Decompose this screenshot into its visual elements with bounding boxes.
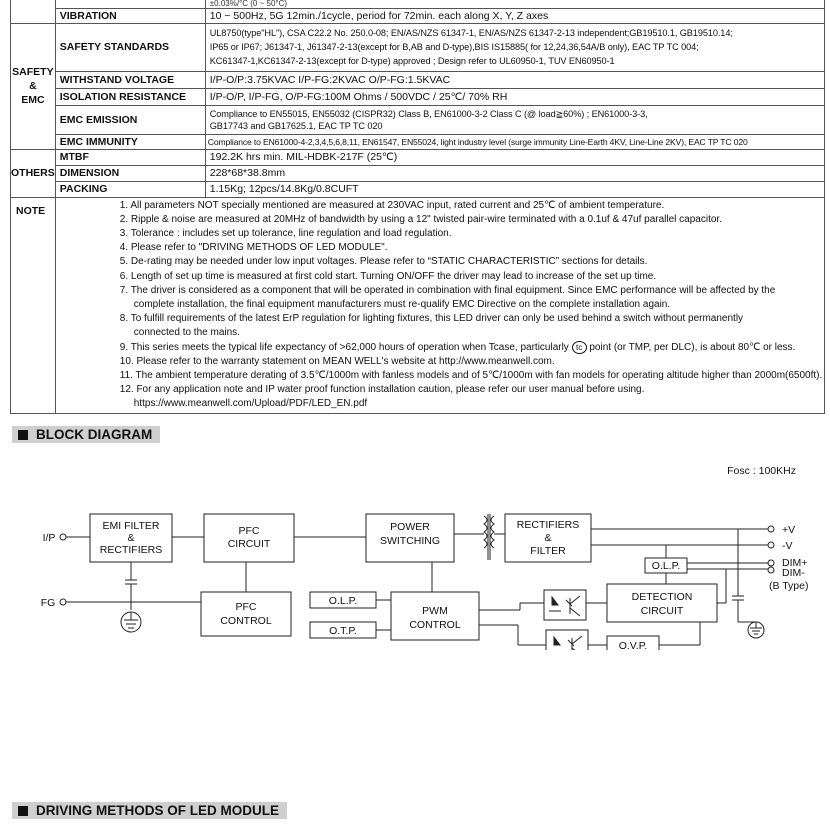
btype-label: (B Type)	[769, 580, 809, 592]
tc-circle-icon: tc	[572, 341, 587, 354]
note-item: 5. De-rating may be needed under low input voltages. Please refer to “STATIC CHARACTERISTIC” sections for details.	[119, 256, 648, 268]
pfc-circuit-label-2: CIRCUIT	[227, 538, 271, 550]
withstand-voltage-value: I/P-O/P:3.75KVAC I/P-FG:2KVAC O/P-FG:1.5KVAC	[205, 71, 825, 88]
power-switching-label-1: POWER	[390, 521, 430, 533]
notes-list	[120, 199, 823, 412]
others-category: OTHERS	[11, 149, 56, 197]
packing-value: 1.15Kg; 12pcs/14.8Kg/0.8CUFT	[205, 181, 825, 197]
emc-emission-value: Compliance to EN55015, EN55032 (CISPR32) Class B, EN61000-3-2 Class C (@ load≧60%) ; EN61000-3-3, GB17743 and GB17625.1, EAC TP TC 020	[205, 105, 825, 134]
dimplus-label: DIM+	[782, 557, 808, 569]
dimminus-label: DIM-	[782, 567, 805, 579]
power-switching-label-2: SWITCHING	[379, 535, 441, 547]
emc-immunity-value: Compliance to EN61000-4-2,3,4,5,6,8,11, EN61547, EN55024, light industry level (surge immunity Line-Earth 4KV, Line-Line 2KV), EAC TP TC 020	[205, 134, 825, 149]
vibration-label: VIBRATION	[55, 8, 205, 23]
pwm-label-2: CONTROL	[409, 619, 461, 631]
note-item: 11. The ambient temperature derating of 3.5℃/1000m with fanless models and of 5℃/1000m with fan models for operating altitude higher than 2000m(6500ft).	[119, 369, 823, 381]
emi-label-1: EMI FILTER	[102, 520, 160, 532]
detection-label-2: CIRCUIT	[640, 605, 684, 617]
block-diagram-heading: BLOCK DIAGRAM	[12, 426, 160, 443]
square-bullet-icon	[18, 806, 28, 816]
opto-top-icon	[549, 596, 580, 616]
spec-table	[10, 0, 825, 414]
pwm-label-1: PWM	[422, 605, 448, 617]
driving-methods-heading: DRIVING METHODS OF LED MODULE	[12, 802, 287, 819]
emi-label-2: &	[127, 532, 135, 544]
rectifiers-filter-label-3: FILTER	[530, 545, 566, 557]
block-diagram	[0, 450, 830, 650]
note-category: NOTE	[11, 197, 56, 413]
mtbf-label: MTBF	[55, 149, 205, 165]
vminus-label: -V	[782, 540, 793, 552]
withstand-voltage-label: WITHSTAND VOLTAGE	[55, 71, 205, 88]
emc-emission-label: EMC EMISSION	[55, 105, 205, 134]
vplus-label: +V	[782, 524, 796, 536]
fg-label: FG	[40, 597, 56, 609]
detection-label-1: DETECTION	[631, 591, 693, 603]
isolation-resistance-label: ISOLATION RESISTANCE	[55, 88, 205, 105]
opto-coupler-bottom	[546, 630, 588, 650]
square-bullet-icon	[18, 430, 28, 440]
ovp-label: O.V.P.	[618, 640, 648, 650]
note-item: 3. Tolerance : includes set up tolerance, line regulation and load regulation.	[119, 227, 452, 239]
safety-standards-label: SAFETY STANDARDS	[55, 23, 205, 71]
note-item: 2. Ripple & noise are measured at 20MHz of bandwidth by using a 12" twisted pair-wire terminated with a 0.1uf & 47uf parallel capacitor.	[119, 213, 722, 225]
note-item: 7. The driver is considered as a component that will be operated in combination with final equipment. Since EMC performance will be affected by the complete installation, the final equipment manufacturers must re-qualify EMC Directive on the complete installation again.	[119, 284, 776, 310]
mtbf-value: 192.2K hrs min. MIL-HDBK-217F (25℃)	[205, 149, 825, 165]
pfc-control-label-2: CONTROL	[220, 615, 272, 627]
note-item: 12. For any application note and IP water proof function installation caution, please refer our user manual before using. https://www.meanwell.com/Upload/PDF/LED_EN.pdf	[119, 384, 645, 410]
safety-emc-category: SAFETY & EMC	[11, 23, 56, 149]
temp-coefficient-value: ±0.03%/°C (0 ~ 50°C)	[205, 0, 825, 8]
isolation-resistance-value: I/P-O/P, I/P-FG, O/P-FG:100M Ohms / 500VDC / 25℃/ 70% RH	[205, 88, 825, 105]
pfc-circuit-label-1: PFC	[238, 525, 260, 537]
vibration-value: 10 ~ 500Hz, 5G 12min./1cycle, period for 72min. each along X, Y, Z axes	[205, 8, 825, 23]
note-cell	[55, 197, 825, 413]
note-item: 9. This series meets the typical life expectancy of >62,000 hours of operation when Tcase, particularly tc point (or TMP, per DLC), is about 80℃ or less.	[119, 341, 796, 353]
emi-label-3: RECTIFIERS	[99, 544, 163, 556]
otp-label: O.T.P.	[329, 625, 357, 637]
note-item: 6. Length of set up time is measured at first cold start. Turning ON/OFF the driver may lead to increase of the set up time.	[119, 270, 657, 282]
rectifiers-filter-label-1: RECTIFIERS	[516, 519, 580, 531]
note-item: 8. To fulfill requirements of the latest ErP regulation for lighting fixtures, this LED driver can only be used behind a switch without permanently connected to the mains.	[119, 313, 744, 339]
dimension-value: 228*68*38.8mm	[205, 165, 825, 181]
safety-standards-value: UL8750(type"HL"), CSA C22.2 No. 250.0-08; EN/AS/NZS 61347-1, EN/AS/NZS 61347-2-13 independent;GB19510.1, GB19510.14; IP65 or IP67; J61347-1, J61347-2-13(except for B,AB and D-type),BIS IS15885( for 12,24,36,54A/B only), EAC TP TC 004; KC61347-1,KC61347-2-13(except for D-type) approved ; Design refer to UL60950-1, TUV EN60950-1	[205, 23, 825, 71]
fosc-label: Fosc : 100KHz	[727, 465, 796, 477]
note-item: 10. Please refer to the warranty statement on MEAN WELL's website at http://www.meanwell.com.	[119, 355, 555, 367]
pfc-control-box	[201, 592, 291, 636]
ip-label: I/P	[42, 532, 56, 544]
note-item: 1. All parameters NOT specially mentioned are measured at 230VAC input, rated current and 25℃ of ambient temperature.	[119, 199, 665, 211]
olp-left-label: O.L.P.	[328, 595, 358, 607]
opto-bottom-icon	[551, 636, 582, 650]
emc-immunity-label: EMC IMMUNITY	[55, 134, 205, 149]
packing-label: PACKING	[55, 181, 205, 197]
olp-right-label: O.L.P.	[651, 560, 681, 572]
note-item: 4. Please refer to "DRIVING METHODS OF LED MODULE".	[119, 242, 388, 254]
pfc-control-label-1: PFC	[235, 601, 257, 613]
dimension-label: DIMENSION	[55, 165, 205, 181]
rectifiers-filter-label-2: &	[544, 532, 552, 544]
